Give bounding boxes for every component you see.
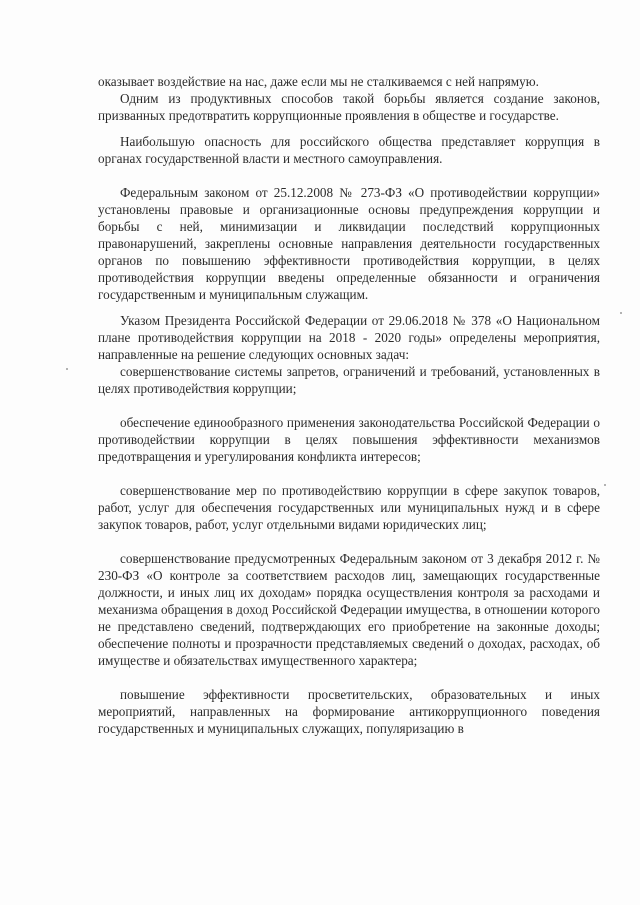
paragraph-continuation: оказывает воздействие на нас, даже если мы не сталкиваемся с ней напрямую. <box>98 74 539 89</box>
paragraph-federal-law-273: Федеральным законом от 25.12.2008 № 273-ФЗ «О противодействии коррупции» установлены правовые и организационные основы предупреждения коррупции и борьбы с ней, минимизации и ликвидации последствий коррупционных правонарушений, закреплены основные направления деятельности государственных органов по повышению эффективности противодействия коррупции, в целях противодействия коррупции введены определенные обязанности и ограничения государственным и муниципальным служащим. <box>98 185 600 302</box>
task-item-education: повышение эффективности просветительских, образовательных и иных мероприятий, направленных на формирование антикоррупционного поведения государственных и муниципальных служащих, популяризацию в <box>98 687 600 736</box>
scan-speck <box>66 368 68 370</box>
scan-speck <box>604 484 606 486</box>
task-item-expense-control: совершенствование предусмотренных Федеральным законом от 3 декабря 2012 г. № 230-ФЗ «О контроле за соответствием расходов лиц, замещающих государственные должности, и иных лиц их доходам» порядка осуществления контроля за расходами и механизма обращения в доход Российской Федерации имущества, в отношении которого не представлено сведений, подтверждающих его приобретение на законные доходы; обеспечение полноты и прозрачности представляемых сведений о доходах, расходах, об имуществе и обязательствах имущественного характера; <box>98 551 600 668</box>
paragraph-danger: Наибольшую опасность для российского общества представляет коррупция в органах государственной власти и местного самоуправления. <box>98 134 600 166</box>
task-item-procurement: совершенствование мер по противодействию коррупции в сфере закупок товаров, работ, услуг для обеспечения государственных или муниципальных нужд и в сфере закупок товаров, работ, услуг отдельными видами юридических лиц; <box>98 483 600 532</box>
task-item-prohibitions: совершенствование системы запретов, ограничений и требований, установленных в целях противодействия коррупции; <box>98 364 600 396</box>
document-body <box>98 73 600 737</box>
paragraph-presidential-decree-378: Указом Президента Российской Федерации от 29.06.2018 № 378 «О Национальном плане противодействия коррупции на 2018 - 2020 годы» определены мероприятия, направленные на решение следующих основных задач: <box>98 313 600 362</box>
task-item-conflict-of-interest: обеспечение единообразного применения законодательства Российской Федерации о противодействии коррупции в целях повышения эффективности механизмов предотвращения и урегулирования конфликта интересов; <box>98 415 600 464</box>
paragraph-laws: Одним из продуктивных способов такой борьбы является создание законов, призванных предотвратить коррупционные проявления в обществе и государстве. <box>98 91 600 123</box>
scan-speck <box>620 312 622 314</box>
